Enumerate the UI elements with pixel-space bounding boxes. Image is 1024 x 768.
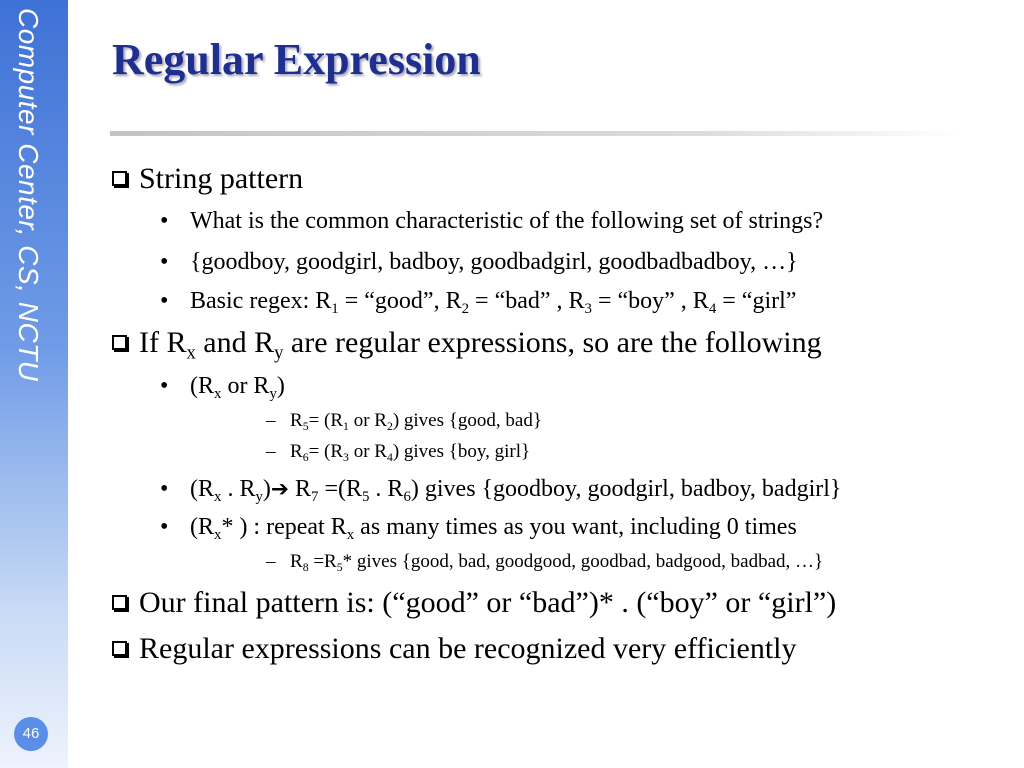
text-run: and R [195, 326, 275, 359]
sub-bullet-string-set [160, 249, 798, 276]
subscript-text: y [274, 342, 284, 364]
slide-title: Regular Expression [112, 35, 481, 84]
subscript-text: 2 [386, 420, 393, 434]
dot-bullet: • [160, 476, 169, 502]
checkbox-bullet-icon [112, 641, 127, 656]
text-run: What is the common characteristic of the following set of strings? [190, 208, 824, 234]
text-run: R [290, 441, 303, 462]
subscript-text: x [346, 527, 355, 544]
subscript-text: 3 [343, 451, 349, 465]
checkbox-bullet-icon [112, 335, 127, 350]
text-run: * gives {good, bad, goodgood, goodbad, badgood, badbad, …} [342, 551, 824, 572]
text-run: R [290, 551, 303, 572]
subscript-text: 1 [331, 301, 339, 318]
sub-sub-bullet-r5 [266, 410, 542, 432]
sub-sub-bullet-r8 [266, 551, 823, 573]
text-run: If R [139, 326, 187, 359]
text-run: or R [348, 441, 387, 462]
sub-bullet-question [160, 208, 823, 235]
sidebar-band [0, 0, 68, 768]
text-run: as many times as you want, including 0 times [354, 514, 797, 540]
subscript-text: y [269, 386, 277, 403]
text-run: Basic regex: R [190, 288, 332, 314]
text-run: . R [369, 476, 404, 502]
subscript-text: x [214, 489, 222, 506]
text-run: ) [262, 476, 271, 502]
subscript-text: 6 [302, 451, 309, 465]
subscript-text: 5 [336, 561, 343, 575]
checkbox-bullet-icon [112, 171, 127, 186]
dot-bullet: • [160, 249, 169, 275]
dash-bullet: – [266, 551, 276, 572]
dot-bullet: • [160, 208, 169, 234]
sub-bullet-basic-regex [160, 288, 797, 318]
sub-bullet-repeat [160, 514, 797, 544]
text-run: R [288, 476, 311, 502]
text-run: = (R [308, 441, 344, 462]
dash-bullet: – [266, 441, 276, 462]
text-run: or R [221, 373, 270, 399]
text-run: Regular expressions can be recognized very efficiently [139, 632, 797, 665]
text-run: ) gives {boy, girl} [392, 441, 531, 462]
dot-bullet: • [160, 373, 169, 399]
subscript-text: x [214, 527, 222, 544]
dot-bullet: • [160, 288, 169, 314]
subscript-text: 8 [302, 561, 309, 575]
text-run: Our final pattern is: (“good” or “bad”)* . (“boy” or “girl”) [139, 586, 837, 619]
bullet-string-pattern [112, 162, 303, 196]
sidebar-label: Computer Center, CS, NCTU [13, 8, 44, 382]
subscript-text: 1 [343, 420, 349, 434]
text-run: . R [221, 476, 256, 502]
text-run: * ) : repeat R [221, 514, 347, 540]
checkbox-bullet-icon [112, 595, 127, 610]
bullet-final-pattern [112, 586, 836, 620]
text-run: (R [190, 476, 214, 502]
subscript-text: x [214, 386, 222, 403]
text-run: (R [190, 514, 214, 540]
dot-bullet: • [160, 514, 169, 540]
dash-bullet: – [266, 410, 276, 431]
right-arrow-icon: ➔ [270, 477, 289, 502]
text-run: =R [308, 551, 337, 572]
subscript-text: 4 [386, 451, 393, 465]
subscript-text: x [186, 342, 196, 364]
text-run: (R [190, 373, 214, 399]
text-run: R [290, 410, 303, 431]
subscript-text: 2 [461, 301, 470, 318]
subscript-text: 4 [708, 301, 717, 318]
text-run: {goodboy, goodgirl, badboy, goodbadgirl, goodbadbadboy, …} [190, 249, 798, 275]
sub-bullet-concat [160, 476, 842, 506]
bullet-recognized-efficiently [112, 632, 797, 666]
text-run: ) gives {good, bad} [392, 410, 542, 431]
page-number: 46 [14, 717, 48, 751]
text-run: = (R [308, 410, 344, 431]
text-run: String pattern [139, 162, 304, 195]
title-divider [110, 131, 960, 136]
subscript-text: y [255, 489, 263, 506]
subscript-text: 6 [403, 489, 411, 506]
text-run: ) gives {goodboy, goodgirl, badboy, badgirl} [410, 476, 842, 502]
text-run: or R [348, 410, 387, 431]
text-run: =(R [318, 476, 362, 502]
sub-bullet-or [160, 373, 285, 403]
bullet-regular-expressions [112, 326, 822, 364]
text-run: ) [276, 373, 285, 399]
text-run: = “good”, R [338, 288, 462, 314]
subscript-text: 7 [311, 489, 319, 506]
text-run: are regular expressions, so are the following [283, 326, 822, 359]
sub-sub-bullet-r6 [266, 441, 530, 463]
subscript-text: 5 [302, 420, 309, 434]
subscript-text: 5 [361, 489, 370, 506]
subscript-text: 3 [584, 301, 592, 318]
text-run: = “girl” [716, 288, 797, 314]
text-run: = “boy” , R [591, 288, 709, 314]
text-run: = “bad” , R [469, 288, 585, 314]
